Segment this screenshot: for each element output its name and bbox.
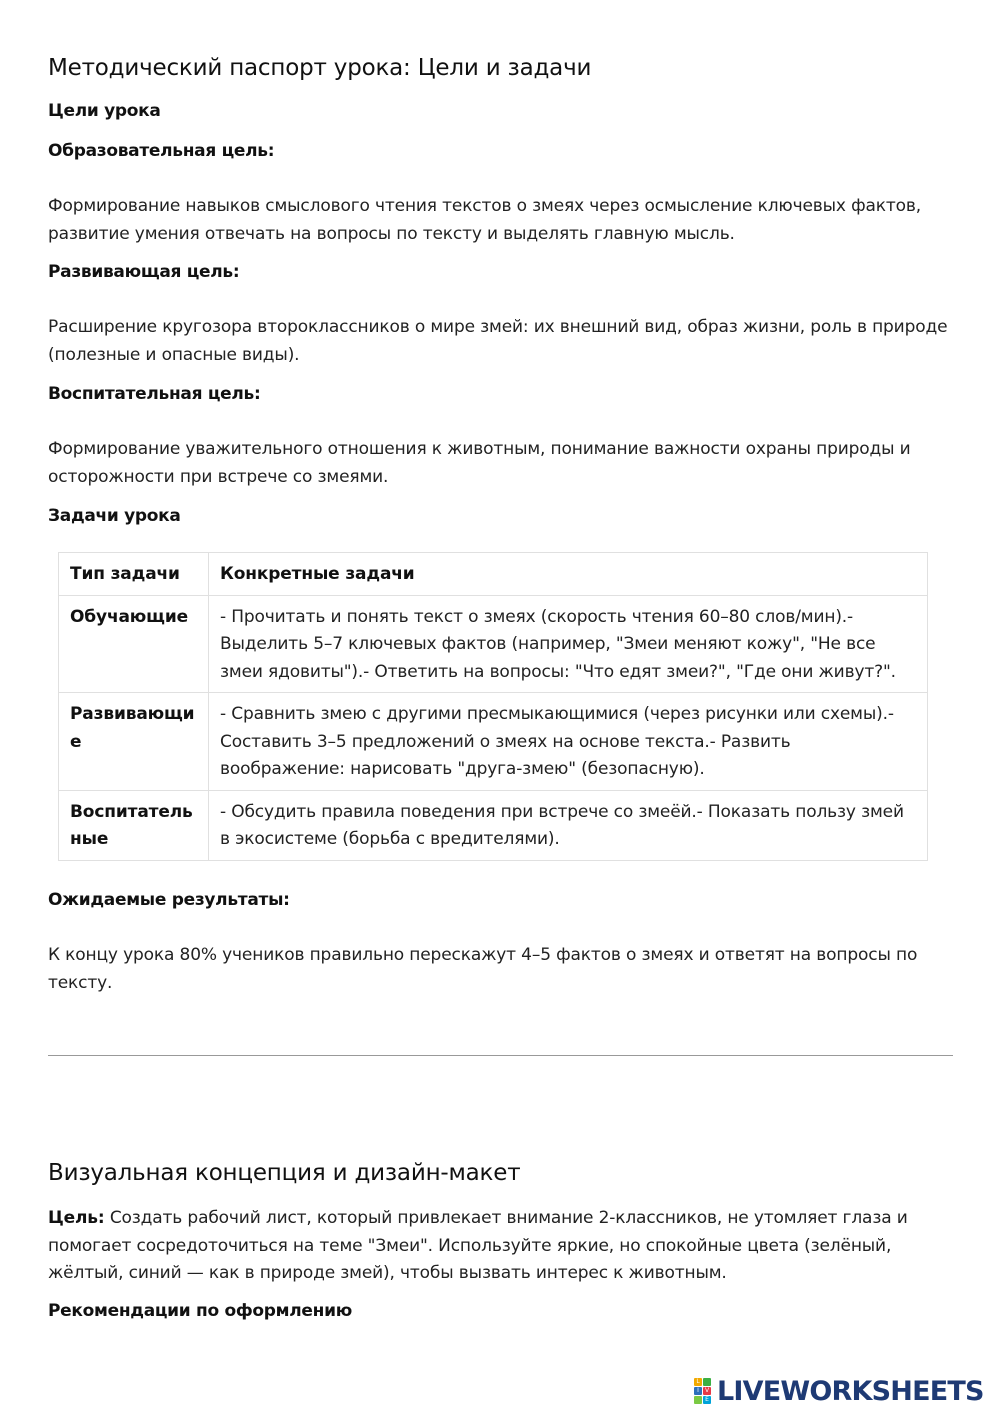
logo-tile-1: L: [694, 1378, 702, 1386]
section-title-visual-concept: Визуальная концепция и дизайн-макет: [48, 1160, 521, 1186]
recommendations-heading: Рекомендации по оформлению: [48, 1301, 352, 1321]
expected-results-label: Ожидаемые результаты:: [48, 890, 290, 910]
expected-results-text: К концу урока 80% учеников правильно перескажут 4–5 фактов о змеях и ответят на вопросы по тексту.: [48, 945, 918, 993]
task-type-cell: Обучающие: [59, 595, 209, 693]
liveworksheets-brand[interactable]: [694, 1374, 984, 1408]
tasks-heading: Задачи урока: [48, 506, 181, 526]
table-header-row: [59, 553, 928, 596]
visual-goal-paragraph: [48, 1205, 948, 1288]
visual-goal-label: Цель:: [48, 1208, 105, 1228]
upbringing-goal-text: Формирование уважительного отношения к животным, понимание важности охраны природы и осторожности при встрече со змеями.: [48, 439, 911, 487]
visual-goal-text: Создать рабочий лист, который привлекает внимание 2-классников, не утомляет глаза и помогает сосредоточиться на теме "Змеи". Используйте яркие, но спокойные цвета (зелёный, жёлтый, синий — как в природе змей), чтобы вызвать интерес к животным.: [48, 1208, 908, 1283]
developmental-goal-text: Расширение кругозора второклассников о мире змей: их внешний вид, образ жизни, роль в природе (полезные и опасные виды).: [48, 317, 948, 365]
liveworksheets-logo-icon: [694, 1378, 714, 1404]
task-type-cell: Развивающие: [59, 693, 209, 791]
table-header-type: Тип задачи: [59, 553, 209, 596]
tasks-table: [58, 552, 928, 861]
logo-tile-4: V: [704, 1387, 710, 1394]
goals-heading: Цели урока: [48, 101, 161, 121]
developmental-goal-label: Развивающая цель:: [48, 262, 240, 282]
section-divider: [48, 1055, 953, 1056]
brand-name: LIVEWORKSHEETS: [717, 1375, 984, 1407]
task-type-cell: Воспитательные: [59, 790, 209, 860]
table-row: [59, 693, 928, 791]
logo-tile-3: I: [694, 1387, 702, 1395]
task-list-cell: - Обсудить правила поведения при встрече со змеёй.- Показать пользу змей в экосистеме (борьба с вредителями).: [209, 790, 928, 860]
table-header-tasks: Конкретные задачи: [209, 553, 928, 596]
logo-tile-6: E: [703, 1396, 711, 1404]
upbringing-goal-label: Воспитательная цель:: [48, 384, 261, 404]
table-row: [59, 790, 928, 860]
task-list-cell: - Прочитать и понять текст о змеях (скорость чтения 60–80 слов/мин).- Выделить 5–7 ключевых фактов (например, "Змеи меняют кожу", "Не все змеи ядовиты").- Ответить на вопросы: "Что едят змеи?", "Где они живут?".: [209, 595, 928, 693]
table-row: [59, 595, 928, 693]
logo-tile-2: [703, 1378, 711, 1386]
educational-goal-label: Образовательная цель:: [48, 141, 275, 161]
section-title-lesson-passport: Методический паспорт урока: Цели и задачи: [48, 55, 592, 81]
task-list-cell: - Сравнить змею с другими пресмыкающимися (через рисунки или схемы).- Составить 3–5 предложений о змеях на основе текста.- Развить воображение: нарисовать "друга-змею" (безопасную).: [209, 693, 928, 791]
logo-tile-5: [694, 1396, 702, 1404]
educational-goal-text: Формирование навыков смыслового чтения текстов о змеях через осмысление ключевых фактов, развитие умения отвечать на вопросы по тексту и выделять главную мысль.: [48, 196, 921, 244]
